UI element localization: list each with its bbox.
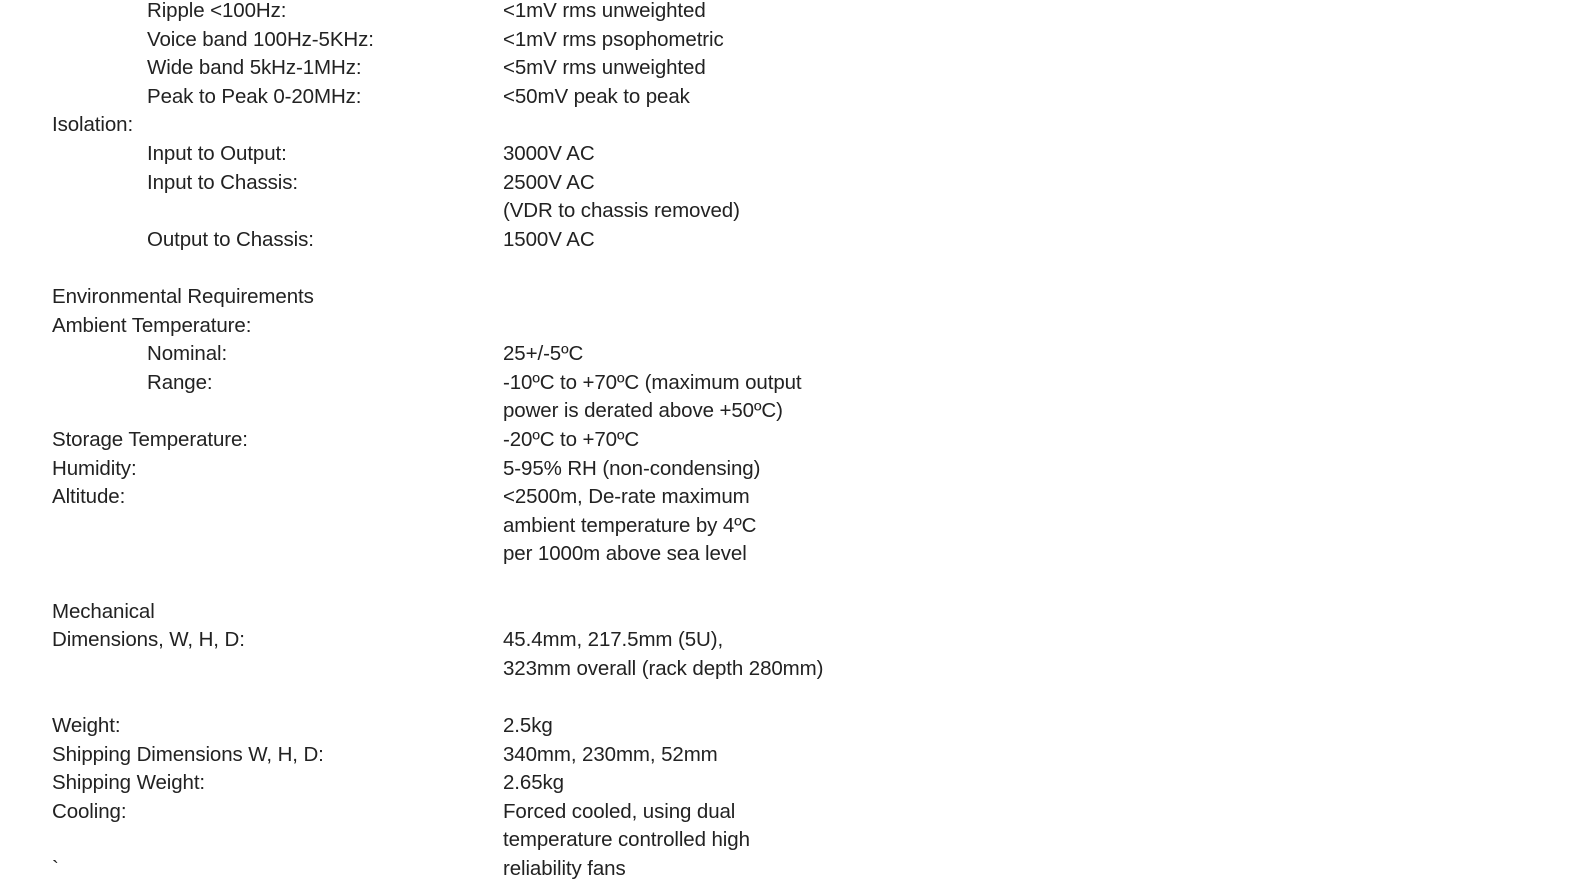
- spec-label: Voice band 100Hz-5KHz:: [147, 27, 374, 51]
- spec-label: Humidity:: [52, 456, 137, 480]
- spec-value: 340mm, 230mm, 52mm: [503, 742, 718, 766]
- spec-label: Cooling:: [52, 799, 127, 823]
- spec-value: <2500m, De-rate maximum: [503, 485, 750, 509]
- spec-value: Forced cooled, using dual: [503, 799, 736, 823]
- spec-value: 3000V AC: [503, 142, 595, 165]
- spec-value: power is derated above +50ºC): [503, 399, 783, 423]
- spec-label: Storage Temperature:: [52, 428, 248, 451]
- spec-label: Output to Chassis:: [147, 227, 314, 251]
- spec-label: Weight:: [52, 714, 121, 737]
- spec-label: Range:: [147, 370, 213, 394]
- spec-label: Peak to Peak 0-20MHz:: [147, 84, 362, 108]
- spec-label: Altitude:: [52, 485, 126, 509]
- spec-value: <1mV rms unweighted: [503, 0, 706, 22]
- spec-value: -10ºC to +70ºC (maximum output: [503, 370, 802, 394]
- spec-label: Wide band 5kHz-1MHz:: [147, 56, 362, 80]
- spec-value: 25+/-5ºC: [503, 342, 584, 366]
- spec-value: 45.4mm, 217.5mm (5U),: [503, 628, 724, 652]
- spec-label: `: [52, 857, 59, 880]
- spec-value: <50mV peak to peak: [503, 84, 690, 108]
- spec-label: Shipping Weight:: [52, 771, 206, 795]
- spec-label: Nominal:: [147, 342, 228, 366]
- spec-value: 1500V AC: [503, 227, 595, 251]
- spec-label: Input to Output:: [147, 142, 287, 165]
- spec-value: 2500V AC: [503, 170, 595, 194]
- spec-value: temperature controlled high: [503, 828, 750, 852]
- spec-label: Dimensions, W, H, D:: [52, 628, 245, 652]
- spec-value: reliability fans: [503, 857, 626, 880]
- spec-value: <1mV rms psophometric: [503, 27, 724, 51]
- spec-value: 323mm overall (rack depth 280mm): [503, 656, 824, 680]
- spec-value: 2.65kg: [503, 771, 564, 795]
- spec-label: Isolation:: [52, 113, 134, 137]
- spec-value: <5mV rms unweighted: [503, 56, 706, 80]
- spec-value: ambient temperature by 4ºC: [503, 513, 757, 537]
- spec-label: Ripple <100Hz:: [147, 0, 287, 22]
- spec-label: Shipping Dimensions W, H, D:: [52, 742, 324, 766]
- spec-value: 2.5kg: [503, 714, 553, 737]
- spec-value: -20ºC to +70ºC: [503, 428, 640, 451]
- spec-label: Ambient Temperature:: [52, 313, 252, 337]
- spec-label: Mechanical: [52, 599, 155, 623]
- spec-value: 5-95% RH (non-condensing): [503, 456, 761, 480]
- spec-label: Environmental Requirements: [52, 285, 314, 308]
- spec-value: (VDR to chassis removed): [503, 199, 740, 223]
- spec-value: per 1000m above sea level: [503, 542, 747, 566]
- spec-label: Input to Chassis:: [147, 170, 298, 194]
